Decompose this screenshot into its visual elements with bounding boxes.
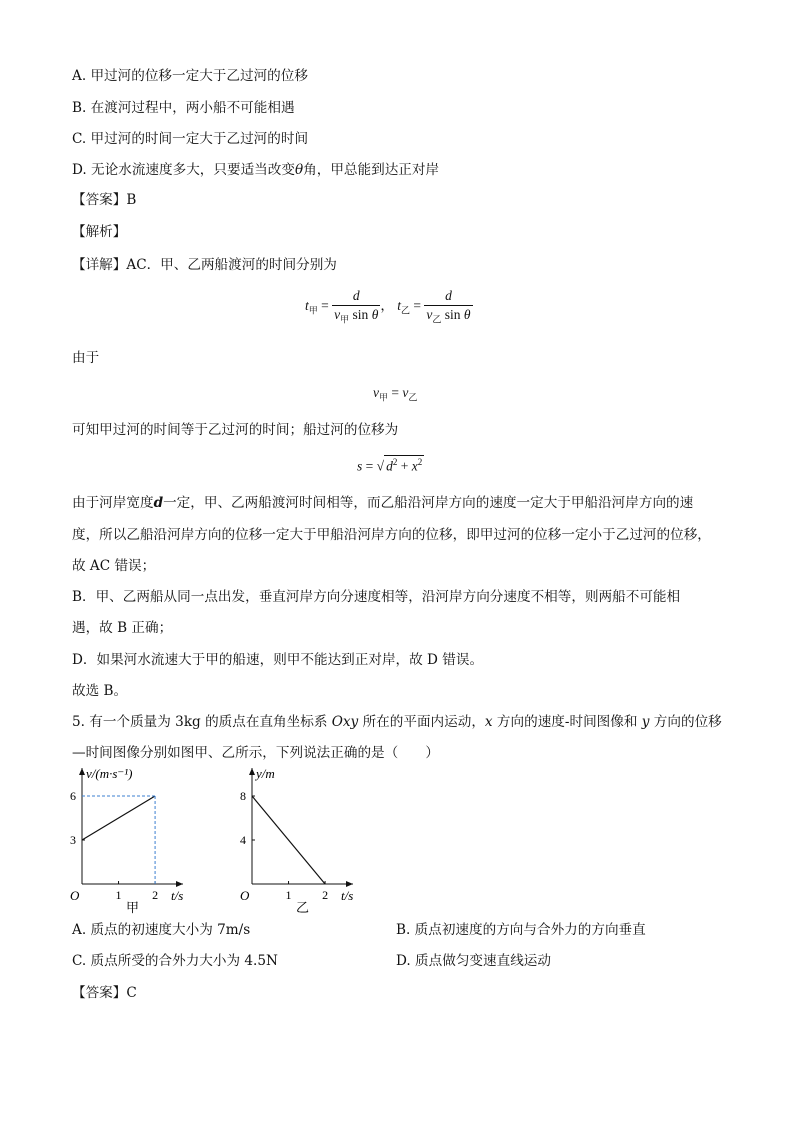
origin-label: O bbox=[70, 888, 80, 903]
para3: D．如果河水流速大于甲的船速，则甲不能达到正对岸，故 D 错误。 bbox=[72, 652, 484, 668]
q5-line1: 5. 有一个质量为 3kg 的质点在直角坐标系 Oxy 所在的平面内运动，x 方向的速度-时间图像和 y 方向的位移 bbox=[72, 714, 722, 730]
q5-option-c: C. 质点所受的合外力大小为 4.5N bbox=[72, 953, 278, 969]
formula-crossing-time: $t_甲$ = $\frac{d}{v_甲 \sin \theta}$ ， $t_乙$ = $\frac{d}{v_乙 \sin \theta}$ bbox=[305, 288, 471, 325]
series-line bbox=[82, 796, 155, 840]
para1-line3: 故 AC 错误； bbox=[72, 558, 156, 574]
formula-displacement: s = √ $d^2 + x^2$ bbox=[357, 457, 423, 474]
x-tick-label: 1 bbox=[285, 888, 292, 902]
conclusion: 故选 B。 bbox=[72, 683, 128, 699]
chart-caption: 甲 bbox=[126, 901, 140, 914]
y-tick-label: 8 bbox=[240, 789, 246, 803]
y-axis-label: v/(m·s⁻¹) bbox=[86, 766, 133, 781]
known-line: 可知甲过河的时间等于乙过河的时间；船过河的位移为 bbox=[72, 422, 399, 438]
y-axis-label: y/m bbox=[256, 766, 275, 781]
origin-label: O bbox=[240, 888, 250, 903]
y-tick-label: 3 bbox=[70, 833, 76, 847]
q5-option-b: B. 质点初速度的方向与合外力的方向垂直 bbox=[396, 922, 646, 938]
chart-caption: 乙 bbox=[296, 901, 310, 914]
x-axis-arrow bbox=[176, 881, 183, 887]
para2-line1: B．甲、乙两船从同一点出发，垂直河岸方向分速度相等，沿河岸方向分速度不相等，则两船不可能相 bbox=[72, 589, 681, 605]
since-text: 由于 bbox=[72, 350, 100, 366]
analysis-label: 【解析】 bbox=[72, 224, 127, 240]
q5-line2: —时间图像分别如图甲、乙所示，下列说法正确的是（ ） bbox=[72, 745, 440, 761]
x-tick-label: 1 bbox=[115, 888, 122, 902]
option-a: A. 甲过河的位移一定大于乙过河的位移 bbox=[72, 68, 308, 84]
q5-option-a: A. 质点的初速度大小为 7m/s bbox=[72, 922, 251, 938]
x-axis-label: t/s bbox=[171, 888, 184, 903]
series-line bbox=[252, 796, 325, 884]
y-axis-arrow bbox=[79, 768, 85, 775]
chart-velocity-time bbox=[62, 766, 192, 914]
y-tick-label: 4 bbox=[240, 833, 246, 847]
formula-equal-speed: $v_甲 = v_乙$ bbox=[373, 385, 418, 403]
x-axis-label: t/s bbox=[341, 888, 354, 903]
q5-option-d: D. 质点做匀变速直线运动 bbox=[396, 953, 551, 969]
para1-line2: 度，所以乙船沿河岸方向的位移一定大于甲船沿河岸方向的位移，即甲过河的位移一定小于乙过河的位移， bbox=[72, 527, 711, 543]
x-axis-arrow bbox=[346, 881, 353, 887]
x-tick-label: 2 bbox=[322, 888, 329, 902]
option-b: B. 在渡河过程中，两小船不可能相遇 bbox=[72, 100, 295, 116]
option-c: C. 甲过河的时间一定大于乙过河的时间 bbox=[72, 131, 309, 147]
x-tick-label: 2 bbox=[152, 888, 159, 902]
answer-q5: 【答案】C bbox=[72, 985, 137, 1001]
option-d: D. 无论水流速度多大，只要适当改变θ角，甲总能到达正对岸 bbox=[72, 162, 440, 178]
y-axis-arrow bbox=[249, 768, 255, 775]
para2-line2: 遇，故 B 正确； bbox=[72, 620, 173, 636]
para1-line1: 由于河岸宽度d一定，甲、乙两船渡河时间相等，而乙船沿河岸方向的速度一定大于甲船沿河岸方向的速 bbox=[72, 495, 694, 511]
chart-displacement-time bbox=[232, 766, 362, 914]
y-tick-label: 6 bbox=[70, 789, 76, 803]
answer-q4: 【答案】B bbox=[72, 192, 137, 208]
detail-intro: 【详解】AC．甲、乙两船渡河的时间分别为 bbox=[72, 257, 337, 273]
